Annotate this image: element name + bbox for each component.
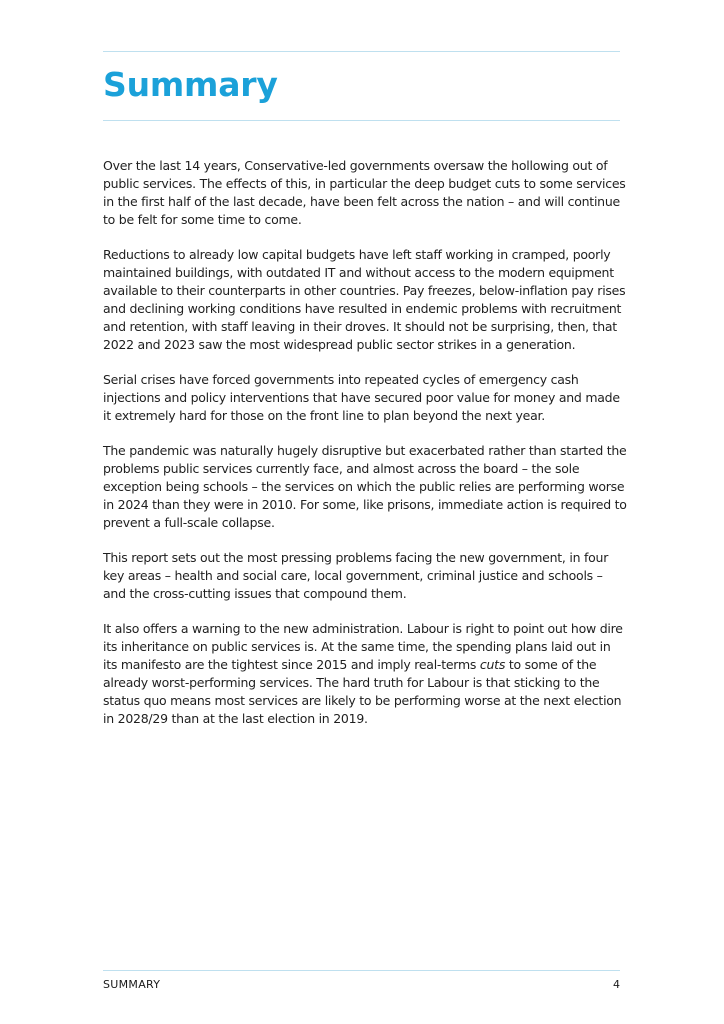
paragraph-4: The pandemic was naturally hugely disruptive but exacerbated rather than started the problems public services currently face, and almost across the board – the sole exception being schools – the services on which the public relies are performing worse in 2024 than they were in 2010. For some, like prisons, immediate action is required to prevent a full-scale collapse. (103, 443, 627, 530)
footer-section-label: SUMMARY (103, 978, 161, 991)
page-number: 4 (613, 978, 620, 991)
title-divider (103, 120, 620, 121)
paragraph-6-part-2: to some of the already worst-performing services. The hard truth for Labour is that sticking to the status quo means most services are likely to be performing worse at the next election in 2028/29 than at the last election in 2019. (103, 657, 622, 726)
page-title: Summary (103, 65, 278, 104)
paragraph-6 (103, 620, 627, 728)
paragraph-6-part-1: It also offers a warning to the new administration. Labour is right to point out how dire its inheritance on public services is. At the same time, the spending plans laid out in its manifesto are the tightest since 2015 and imply real-terms (103, 621, 623, 672)
paragraph-6-emphasis: cuts (479, 657, 506, 672)
footer-divider (103, 970, 620, 971)
paragraph-3: Serial crises have forced governments into repeated cycles of emergency cash injections and policy interventions that have secured poor value for money and made it extremely hard for those on the front line to plan beyond the next year. (103, 372, 620, 423)
top-divider (103, 51, 620, 52)
paragraph-2: Reductions to already low capital budgets have left staff working in cramped, poorly maintained buildings, with outdated IT and without access to the modern equipment available to their counterparts in other countries. Pay freezes, below-inflation pay rises and declining working conditions have resulted in endemic problems with recruitment and retention, with staff leaving in their droves. It should not be surprising, then, that 2022 and 2023 saw the most widespread public sector strikes in a generation. (103, 247, 626, 352)
summary-body (103, 157, 627, 745)
paragraph-1: Over the last 14 years, Conservative-led governments oversaw the hollowing out of public services. The effects of this, in particular the deep budget cuts to some services in the first half of the last decade, have been felt across the nation – and will continue to be felt for some time to come. (103, 158, 626, 227)
paragraph-5: This report sets out the most pressing problems facing the new government, in four key areas – health and social care, local government, criminal justice and schools – and the cross-cutting issues that compound them. (103, 550, 609, 601)
